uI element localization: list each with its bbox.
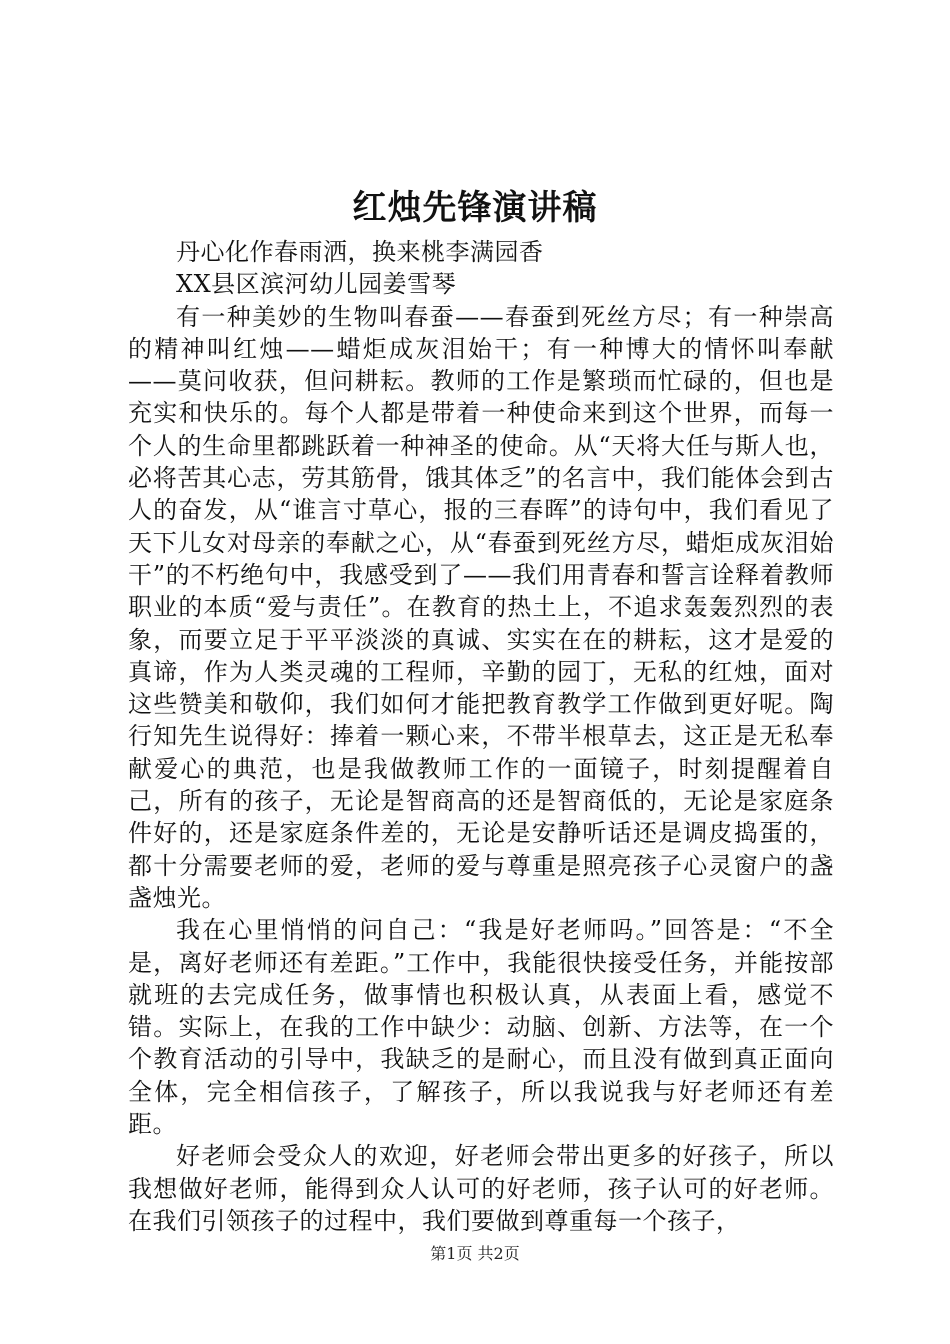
document-title: 红烛先锋演讲稿 — [352, 188, 598, 228]
document-body — [128, 236, 834, 1237]
body-paragraph: 我在心里悄悄的问自己：“我是好老师吗。”回答是：“不全是，离好老师还有差距。”工作中，我能很快接受任务，并能按部就班的去完成任务，做事情也积极认真，从表面上看，感觉不错。实际上，在我的工作中缺少：动脑、创新、方法等，在一个个教育活动的引导中，我缺乏的是耐心，而且没有做到真正面向全体，完全相信孩子，了解孩子，所以我说我与好老师还有差距。 — [128, 916, 834, 1139]
page-footer: 第1页 共2页 — [430, 1244, 520, 1263]
body-paragraph: 好老师会受众人的欢迎，好老师会带出更多的好孩子，所以我想做好老师，能得到众人认可的好老师，孩子认可的好老师。在我们引领孩子的过程中，我们要做到尊重每一个孩子， — [128, 1142, 834, 1235]
author-paragraph: XX县区滨河幼儿园姜雪琴 — [176, 270, 457, 299]
subtitle-paragraph: 丹心化作春雨洒，换来桃李满园香 — [176, 238, 544, 266]
body-paragraph: 有一种美妙的生物叫春蚕——春蚕到死丝方尽；有一种崇高的精神叫红烛——蜡炬成灰泪始干；有一种博大的情怀叫奉献——莫问收获，但问耕耘。教师的工作是繁琐而忙碌的，但也是充实和快乐的。每个人都是带着一种使命来到这个世界，而每一个人的生命里都跳跃着一种神圣的使命。从“天将大任与斯人也，必将苦其心志，劳其筋骨，饿其体乏”的名言中，我们能体会到古人的奋发，从“谁言寸草心，报的三春晖”的诗句中，我们看见了天下儿女对母亲的奉献之心，从“春蚕到死丝方尽，蜡炬成灰泪始干”的不朽绝句中，我感受到了——我们用青春和誓言诠释着教师职业的本质“爱与责任”。在教育的热土上，不追求轰轰烈烈的表象，而要立足于平平淡淡的真诚、实实在在的耕耘，这才是爱的真谛，作为人类灵魂的工程师，辛勤的园丁，无私的红烛，面对这些赞美和敬仰，我们如何才能把教育教学工作做到更好呢。陶行知先生说得好：捧着一颗心来，不带半根草去，这正是无私奉献爱心的典范，也是我做教师工作的一面镜子，时刻提醒着自己，所有的孩子，无论是智商高的还是智商低的，无论是家庭条件好的，还是家庭条件差的，无论是安静听话还是调皮捣蛋的，都十分需要老师的爱，老师的爱与尊重是照亮孩子心灵窗户的盏盏烛光。 — [128, 302, 834, 912]
